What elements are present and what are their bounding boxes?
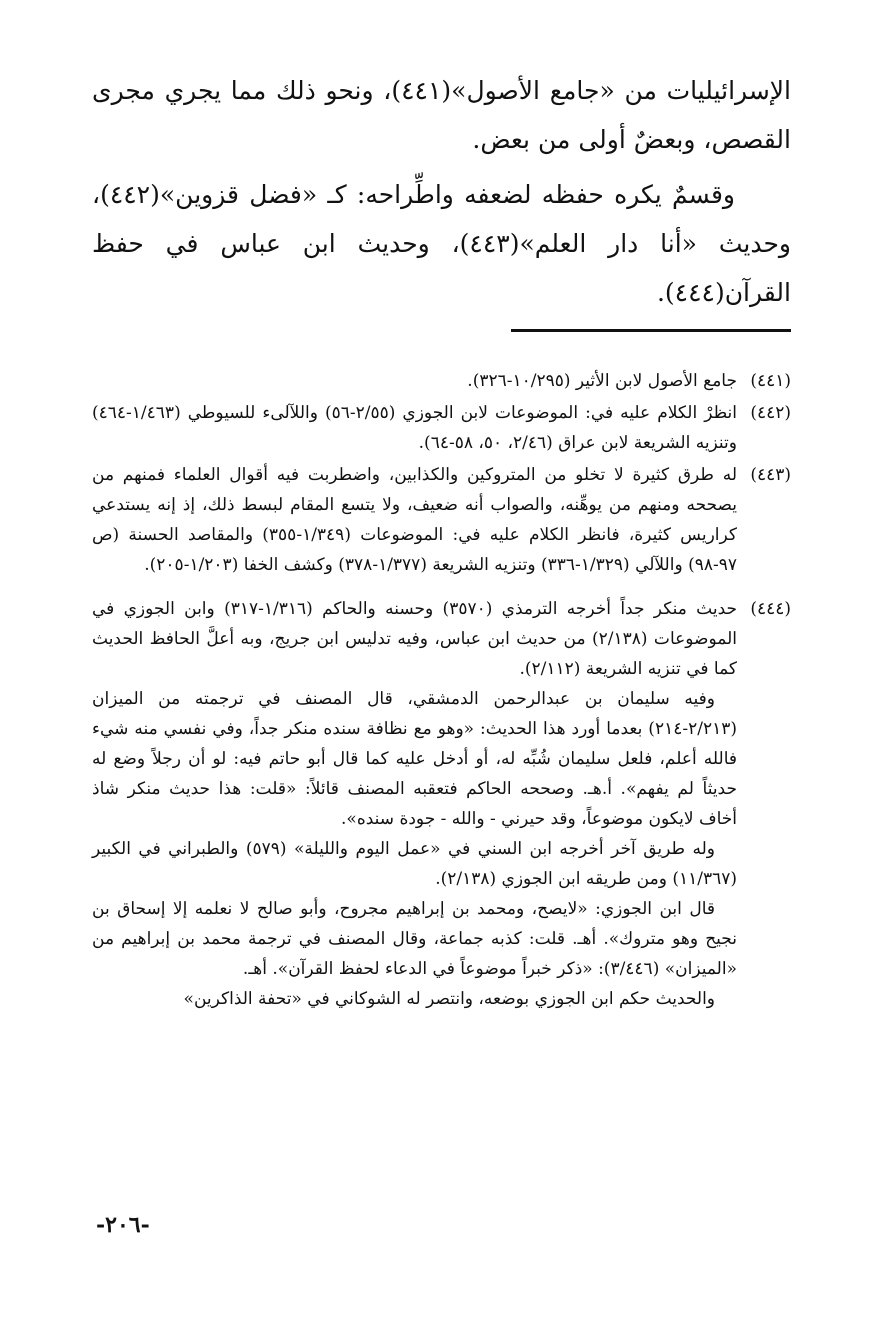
footnote-body (92, 460, 737, 580)
footnote-separator (511, 329, 791, 332)
footnote-number: (٤٤٣) (750, 465, 791, 485)
footnote-444 (92, 594, 791, 1014)
footnote-text: له طرق كثيرة لا تخلو من المتروكين والكذابين، واضطربت فيه أقوال العلماء فمنهم من يصححه ومنهم من يوهِّنه، والصواب أنه ضعيف، ولا يتسع المقام لبسط ذلك، إذ إنه يستدعي كراريس كثيرة، فانظر الكلام عليه في: الموضوعات (١/٣٤٩-٣٥٥) والمقاصد الحسنة (ص ٩٧-٩٨) واللآلي (١/٣٢٩-٣٣٦) وتنزيه الشريعة (١/٣٧٧-٣٧٨) وكشف الخفا (١/٢٠٣-٢٠٥). (92, 465, 737, 575)
footnote-443 (92, 460, 791, 580)
main-paragraph-2: وقسمٌ يكره حفظه لضعفه واطِّراحه: كـ «فضل قزوين»(٤٤٢)، وحديث «أنا دار العلم»(٤٤٣)، وحديث ابن عباس في حفظ القرآن(٤٤٤). (92, 180, 791, 307)
footnote-number: (٤٤٤) (750, 599, 791, 619)
page-number: -٢٠٦- (96, 1212, 150, 1238)
footnote-441 (92, 366, 791, 396)
footnote-442 (92, 398, 791, 458)
main-text (92, 66, 791, 317)
footnote-number: (٤٤١) (750, 371, 791, 391)
footnote-text: حديث منكر جداً أخرجه الترمذي (٣٥٧٠) وحسنه والحاكم (١/٣١٦-٣١٧) وابن الجوزي في الموضوعات (٢/١٣٨) من حديث ابن عباس، وفيه تدليس ابن جريج، وبه أعلَّ الحافظ الحديث كما في تنزيه الشريعة (٢/١١٢). (92, 599, 737, 679)
footnote-number: (٤٤٢) (750, 403, 791, 423)
footnote-text: وله طريق آخر أخرجه ابن السني في «عمل اليوم والليلة» (٥٧٩) والطبراني في الكبير (١١/٣٦٧) ومن طريقه ابن الجوزي (٢/١٣٨). (92, 839, 737, 889)
footnotes (92, 366, 791, 1014)
footnote-text: جامع الأصول لابن الأثير (١٠/٢٩٥-٣٢٦). (467, 371, 737, 391)
footnote-text: قال ابن الجوزي: «لايصح، ومحمد بن إبراهيم مجروح، وأبو صالح لا نعلمه إلا إسحاق بن نجيح وهو متروك». أهـ. قلت: كذبه جماعة، وقال المصنف في ترجمة محمد بن إبراهيم من «الميزان» (٣/٤٤٦): «ذكر خبراً موضوعاً في الدعاء لحفظ القرآن». أهـ. (92, 899, 737, 979)
footnote-body (92, 366, 737, 396)
footnote-text: والحديث حكم ابن الجوزي بوضعه، وانتصر له الشوكاني في «تحفة الذاكرين» (183, 989, 715, 1009)
footnote-text: وفيه سليمان بن عبدالرحمن الدمشقي، قال المصنف في ترجمته من الميزان (٢/٢١٣-٢١٤) بعدما أورد هذا الحديث: «وهو مع نظافة سنده منكر جداً، وفي نفسي منه شيء فالله أعلم، فلعل سليمان شُبِّه له، أو أدخل عليه كما قال أبو حاتم فيه: لو أن رجلاً وضع له حديثاً لم يفهم». أ.هـ. وصححه الحاكم فتعقبه المصنف قائلاً: «قلت: هذا حديث منكر شاذ أخاف لايكون موضوعاً، وقد حيرني - والله - جودة سنده». (92, 689, 737, 829)
footnote-text: انظرْ الكلام عليه في: الموضوعات لابن الجوزي (٢/٥٥-٥٦) واللآلىء للسيوطي (١/٤٦٣-٤٦٤) وتنزيه الشريعة لابن عراق (٢/٤٦، ٥٠، ٥٨-٦٤). (92, 403, 737, 453)
footnote-body (92, 398, 737, 458)
footnote-body (92, 594, 737, 1014)
main-paragraph-1: الإسرائيليات من «جامع الأصول»(٤٤١)، ونحو ذلك مما يجري مجرى القصص، وبعضٌ أولى من بعض. (92, 76, 791, 154)
